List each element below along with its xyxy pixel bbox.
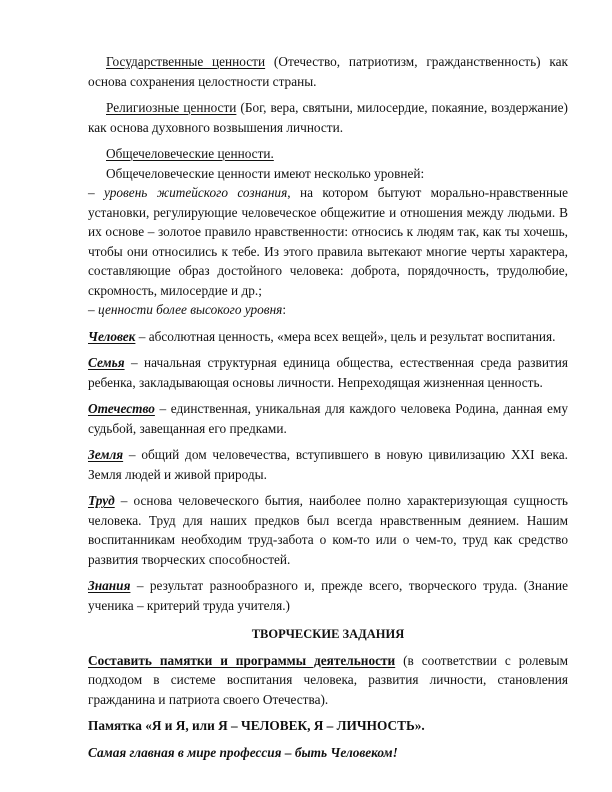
text-family: – начальная структурная единица общества, естественная среда развития ребенка, закладывающая основы личности. Непреходящая жизненная ценность. — [88, 355, 568, 390]
term-task: Составить памятки и программы деятельности — [88, 652, 396, 668]
term-person: Человек — [88, 328, 136, 344]
text-higher-level: : — [282, 302, 287, 317]
text-earth: – общий дом человечества, вступившего в новую цивилизацию XXI века. Земля людей и живой природы. — [88, 447, 568, 482]
text-knowledge: – результат разнообразного и, прежде всего, творческого труда. (Знание ученика – критерий труда учителя.) — [88, 578, 568, 613]
paragraph-earth — [88, 445, 568, 484]
paragraph-religious-values — [88, 98, 568, 137]
paragraph-everyday-level — [88, 183, 568, 300]
universal-values-levels: Общечеловеческие ценности имеют несколько уровней: — [106, 165, 425, 181]
term-everyday-level: уровень житейского сознания — [104, 185, 288, 200]
text-fatherland: – единственная, уникальная для каждого человека Родина, данная ему судьбой, завещанная его предками. — [88, 401, 568, 436]
term-religious-values: Религиозные ценности — [106, 100, 237, 115]
term-knowledge: Знания — [88, 578, 131, 593]
text-task: (в соответствии с ролевым подходом в системе воспитания человека, развития личности, становления гражданина и патриота своего Отечества). — [88, 652, 568, 707]
term-state-values: Государственные ценности — [106, 54, 266, 69]
universal-values-title-text: Общечеловеческие ценности. — [106, 146, 274, 161]
paragraph-higher-level — [88, 300, 568, 320]
memo-title: Памятка «Я и Я, или Я – ЧЕЛОВЕК, Я – ЛИЧНОСТЬ». — [88, 718, 425, 733]
term-higher-level: ценности более высокого уровня — [97, 302, 283, 317]
dash: – — [88, 185, 105, 200]
motto: Самая главная в мире профессия – быть Человеком! — [88, 744, 398, 760]
paragraph-task — [88, 651, 568, 710]
universal-values-title — [88, 144, 568, 164]
paragraph-labor — [88, 491, 568, 569]
term-labor: Труд — [88, 493, 115, 508]
paragraph-state-values — [88, 52, 568, 91]
text-religious-values: (Бог, вера, святыни, милосердие, покаяние, воздержание) как основа духовного возвышения личности. — [88, 100, 568, 135]
text-everyday-level: , на котором бытуют морально-нравственные установки, регулирующие человеческое общежитие и отношения между людьми. В их основе – золотое правило нравственности: относись к людям так, как ты хочешь, чтобы они относились к тебе. Из этого правила вытекают многие черты характера, составляющие образ достойного человека: доброта, порядочность, трудолюбие, скромность, милосердие и др.; — [88, 185, 568, 298]
term-family: Семья — [88, 355, 125, 370]
paragraph-family — [88, 353, 568, 392]
dash: – — [88, 302, 98, 317]
paragraph-knowledge — [88, 576, 568, 615]
document-body — [88, 52, 568, 762]
paragraph-fatherland — [88, 399, 568, 438]
term-earth: Земля — [88, 447, 124, 462]
paragraph-person — [88, 327, 568, 347]
term-fatherland: Отечество — [88, 401, 155, 416]
text-person: – абсолютная ценность, «мера всех вещей», цель и результат воспитания. — [135, 328, 556, 344]
text-labor: – основа человеческого бытия, наиболее полно характеризующая сущность человека. Труд для наших предков был всегда нравственным деянием. Нашим воспитанникам необходим труд-забота о ком-то или о чем-то, труд как средство развития творческих способностей. — [88, 493, 568, 567]
creative-tasks-heading: ТВОРЧЕСКИЕ ЗАДАНИЯ — [251, 627, 405, 641]
text-state-values: (Отечество, патриотизм, гражданственность) как основа сохранения целостности страны. — [88, 54, 568, 89]
